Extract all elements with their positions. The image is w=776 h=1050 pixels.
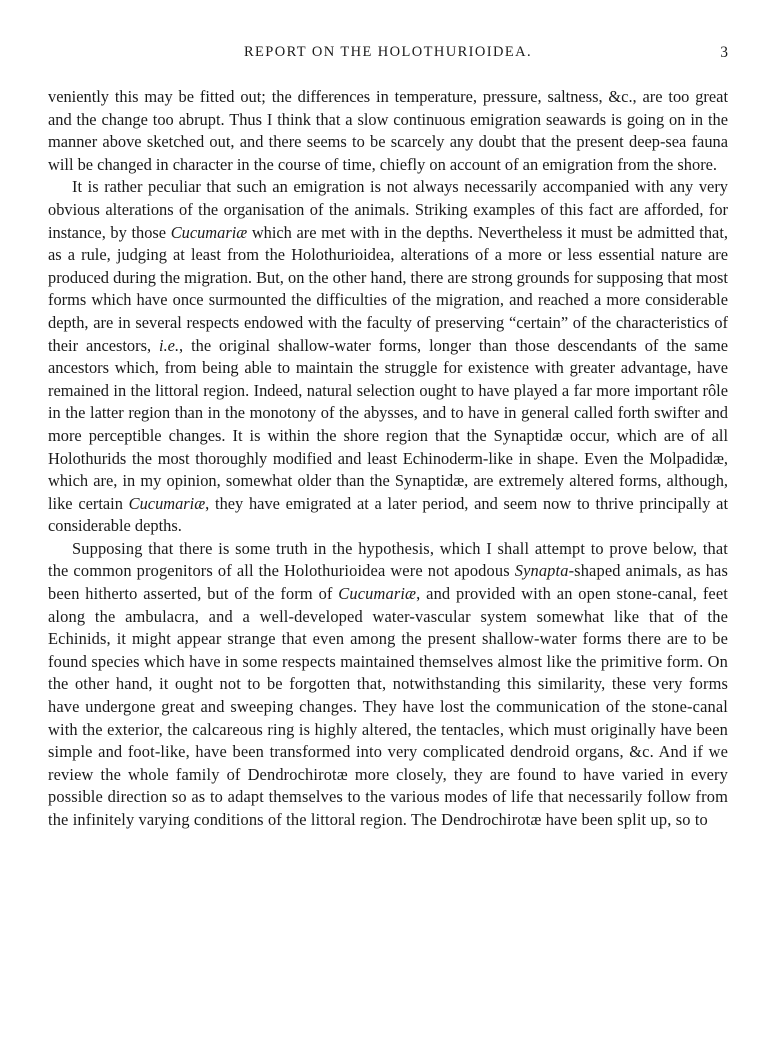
- running-head: [48, 44, 728, 68]
- text-run: , the original shallow-water forms, longer than those descendants of the same ancestors which, from being able to maintain the struggle for existence with greater advantage, have remained in the littoral region. Indeed, natural selection ought to have played a far more important rôle in the latter region than in the monotony of the abysses, and to have in general called forth swifter and more perceptible changes. It is within the shore region that the Synaptidæ occur, which are of all Holothurids the most thoroughly modified and least Echinoderm-like in shape. Even the Molpadidæ, which are, in my opinion, somewhat older than the Synaptidæ, are extremely altered forms, although, like certain: [48, 335, 728, 513]
- italic-term: Cucumariæ: [128, 493, 206, 513]
- italic-term: i.e.: [159, 335, 180, 355]
- paragraph: [48, 176, 728, 538]
- text-run: It is rather peculiar that such an emigration is not always necessarily accompanied with any very obvious alterations of the organisation of the animals. Striking examples of this fact are afforded, for instance, by those: [48, 177, 728, 242]
- italic-term: Cucumariæ: [338, 584, 417, 604]
- text-run: veniently this may be fitted out; the differences in temperature, pressure, saltness, &c., are too great and the change too abrupt. Thus I think that a slow continuous emigration seawards is going on in the manner above sketched out, and there seems to be scarcely any doubt that the present deep-sea fauna will be changed in character in the course of time, chiefly on account of an emigration from the shore.: [48, 87, 728, 174]
- page-number: 3: [720, 44, 728, 61]
- text-run: -shaped animals, as has been hitherto asserted, but of the form of: [48, 561, 728, 604]
- italic-term: Synapta: [514, 561, 569, 581]
- text-run: , they have emigrated at a later period, and seem now to thrive principally at considerable depths.: [48, 493, 729, 536]
- paragraph: [48, 538, 728, 832]
- italic-term: Cucumariæ: [170, 222, 248, 242]
- body-text: [48, 86, 728, 832]
- text-run: which are met with in the depths. Nevertheless it must be admitted that, as a rule, judging at least from the Holothurioidea, alterations of a more or less essential nature are produced during the migration. But, on the other hand, there are strong grounds for supposing that most forms which have once surmounted the difficulties of the migration, and reached a more considerable depth, are in several respects endowed with the faculty of preserving “certain” of the characteristics of their ancestors,: [48, 222, 728, 355]
- text-run: Supposing that there is some truth in the hypothesis, which I shall attempt to prove below, that the common progenitors of all the Holothurioidea were not apodous: [48, 538, 728, 581]
- text-run: , and provided with an open stone-canal, feet along the ambulacra, and a well-developed water-vascular system somewhat like that of the Echinids, it might appear strange that even among the present shallow-water forms there are to be found species which have in some respects maintained themselves almost like the primitive form. On the other hand, it ought not to be forgotten that, notwithstanding this similarity, these very forms have undergone great and sweeping changes. They have lost the communication of the stone-canal with the exterior, the calcareous ring is highly altered, the tentacles, which must originally have been simple and foot-like, have been transformed into very complicated dendroid organs, &c. And if we review the whole family of Dendrochirotæ more closely, they are found to have varied in every possible direction so as to adapt themselves to the various modes of life that necessarily follow from the infinitely varying conditions of the littoral region. The Dendrochirotæ have been split up, so to: [48, 584, 728, 829]
- running-title: REPORT ON THE HOLOTHURIOIDEA.: [243, 44, 533, 60]
- paragraph: [48, 86, 728, 176]
- document-page: [48, 44, 728, 832]
